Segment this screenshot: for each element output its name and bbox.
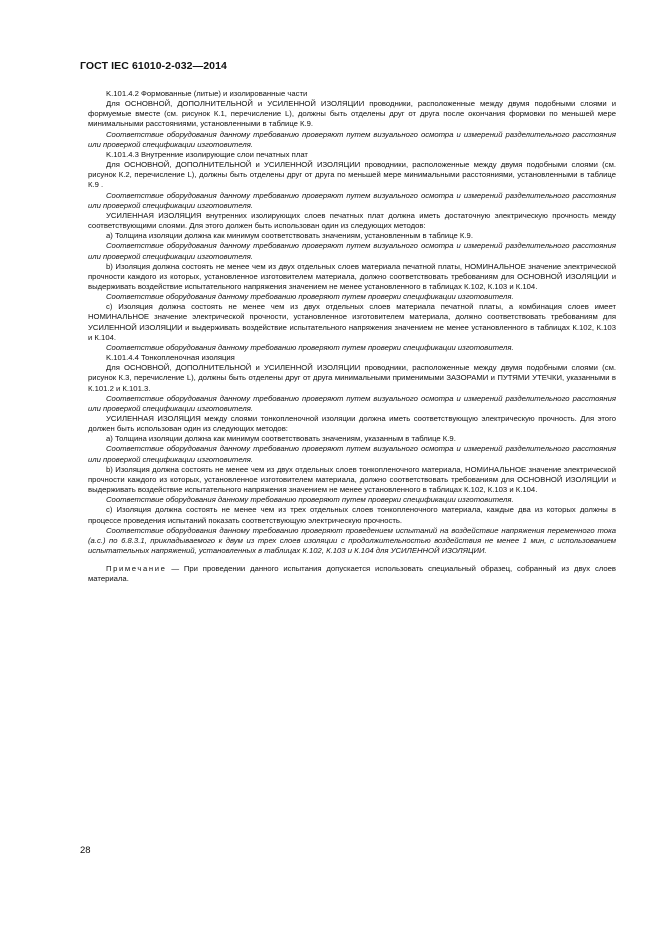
paragraph: с) Изоляция должна состоять не менее чем из трех отдельных слоев тонкопленочного материала, каждые два из которых должны в процессе проведения испытаний показать соответствующую электрическую прочность. (88, 505, 616, 525)
paragraph: K.101.4.3 Внутренние изолирующие слои печатных плат (106, 149, 308, 159)
compliance-paragraph: Соответствие оборудования данному требованию проверяют путем визуального осмотра и измерений разделительного расстояния или проверкой спецификации изготовителя. (88, 129, 616, 149)
paragraph: b) Изоляция должна состоять не менее чем из двух отдельных слоев тонкопленочного материала, НОМИНАЛЬНОЕ значение электрической прочности каждого из которых, установленное изготовителем материала, должно соответствовать требованиям для ОСНОВНОЙ ИЗОЛЯЦИИ и выдерживать воздействие испытательного напряжения значением не менее установленного в таблицах К.102, К.103 и К.104. (88, 464, 616, 495)
paragraph: а) Толщина изоляции должна как минимум соответствовать значениям, указанным в таблице К.9. (106, 434, 456, 444)
paragraph: b) Изоляция должна состоять не менее чем из двух отдельных слоев материала печатной платы, НОМИНАЛЬНОЕ значение электрической прочности каждого из которых, установленное изготовителем материала, должно соответствовать требованиям для ОСНОВНОЙ ИЗОЛЯЦИИ и выдерживать воздействие испытательного напряжения значением не менее установленного в таблицах К.102, К.103 и К.104. (88, 261, 616, 291)
paragraph: УСИЛЕННАЯ ИЗОЛЯЦИЯ внутренних изолирующих слоев печатных плат должна иметь достаточную электрическую прочность между соответствующими слоями. Для этого должен быть использован один из следующих методов: (88, 210, 616, 231)
paragraph: Для ОСНОВНОЙ, ДОПОЛНИТЕЛЬНОЙ и УСИЛЕННОЙ ИЗОЛЯЦИИ проводники, расположенные между двумя подобными слоями (см. рисунок К.3, перечисление L), должны быть отделены друг от друга минимальными применимыми ЗАЗОРАМИ и ПУТЯМИ УТЕЧКИ, указанными в К.101.2 и К.101.3. (88, 363, 616, 393)
compliance-paragraph: Соответствие оборудования данному требованию проверяют путем проверки спецификации изготовителя. (106, 292, 514, 302)
paragraph: УСИЛЕННАЯ ИЗОЛЯЦИЯ между слоями тонкопленочной изоляции должна иметь соответствующую электрическую прочность. Для этого должен быть использован один из следующих методов: (88, 414, 616, 434)
paragraph: Для ОСНОВНОЙ, ДОПОЛНИТЕЛЬНОЙ и УСИЛЕННОЙ ИЗОЛЯЦИИ проводники, расположенные между двумя подобными слоями и формуемые вместе (см. рисунок К.1, перечисление L), должны быть отделены друг от друга после окончания формовки по меньшей мере минимальными расстояниями, установленными в таблице К.9. (88, 99, 616, 129)
compliance-paragraph: Соответствие оборудования данному требованию проверяют путем визуального осмотра и измерений разделительного расстояния или проверкой спецификации изготовителя. (88, 393, 616, 413)
compliance-paragraph: Соответствие оборудования данному требованию проверяют путем проверки спецификации изготовителя. (106, 495, 514, 505)
compliance-paragraph: Соответствие оборудования данному требованию проверяют путем проверки спецификации изготовителя. (106, 342, 514, 352)
document-header: ГОСТ IEC 61010-2-032—2014 (80, 60, 227, 72)
paragraph-list (88, 89, 616, 556)
note-label: Примечание (106, 564, 167, 574)
note-text: — При проведении данного испытания допускается использовать специальный образец, собранный из двух слоев материала. (88, 564, 616, 584)
document-body (88, 89, 616, 585)
paragraph: K.101.4.2 Формованные (литые) и изолированные части (106, 89, 308, 98)
compliance-paragraph: Соответствие оборудования данному требованию проверяют проведением испытаний на воздействие напряжения переменного тока (а.с.) по 6.8.3.1, прикладываемого к двум из трех слоев изоляции с продолжительностью воздействия не менее 1 мин, с использованием испытательных напряжений, установленных в таблицах К.102, К.103 и К.104 для УСИЛЕННОЙ ИЗОЛЯЦИИ. (88, 525, 616, 556)
note-paragraph (88, 564, 616, 584)
compliance-paragraph: Соответствие оборудования данному требованию проверяют путем визуального осмотра и измерений разделительного расстояния или проверкой спецификации изготовителя. (88, 241, 616, 261)
compliance-paragraph: Соответствие оборудования данному требованию проверяют путем визуального осмотра и измерений разделительного расстояния или проверкой спецификации изготовителя. (88, 444, 616, 464)
compliance-paragraph: Соответствие оборудования данному требованию проверяют путем визуального осмотра и измерений разделительного расстояния или проверкой спецификации изготовителя. (88, 190, 616, 210)
paragraph: K.101.4.4 Тонкопленочная изоляция (106, 353, 235, 363)
paragraph: с) Изоляция должна состоять не менее чем из двух отдельных слоев материала печатной платы, а комбинация слоев имеет НОМИНАЛЬНОЕ значение электрической прочности, установленное изготовителем материала, должно соответствовать требованиям для УСИЛЕННОЙ ИЗОЛЯЦИИ и выдерживать воздействие испытательного напряжения значением не менее установленного в таблицах К.102, К.103 и К.104. (88, 302, 616, 342)
paragraph: Для ОСНОВНОЙ, ДОПОЛНИТЕЛЬНОЙ и УСИЛЕННОЙ ИЗОЛЯЦИИ проводники, расположенные между двумя подобными слоями (см. рисунок К.2, перечисление L), должны быть отделены друг от друга по меньшей мере минимальными расстояниями, установленными в таблице К.9 . (88, 160, 616, 190)
page-number: 28 (80, 845, 91, 856)
paragraph: а) Толщина изоляции должна как минимум соответствовать значениям, установленным в таблице К.9. (106, 231, 473, 241)
